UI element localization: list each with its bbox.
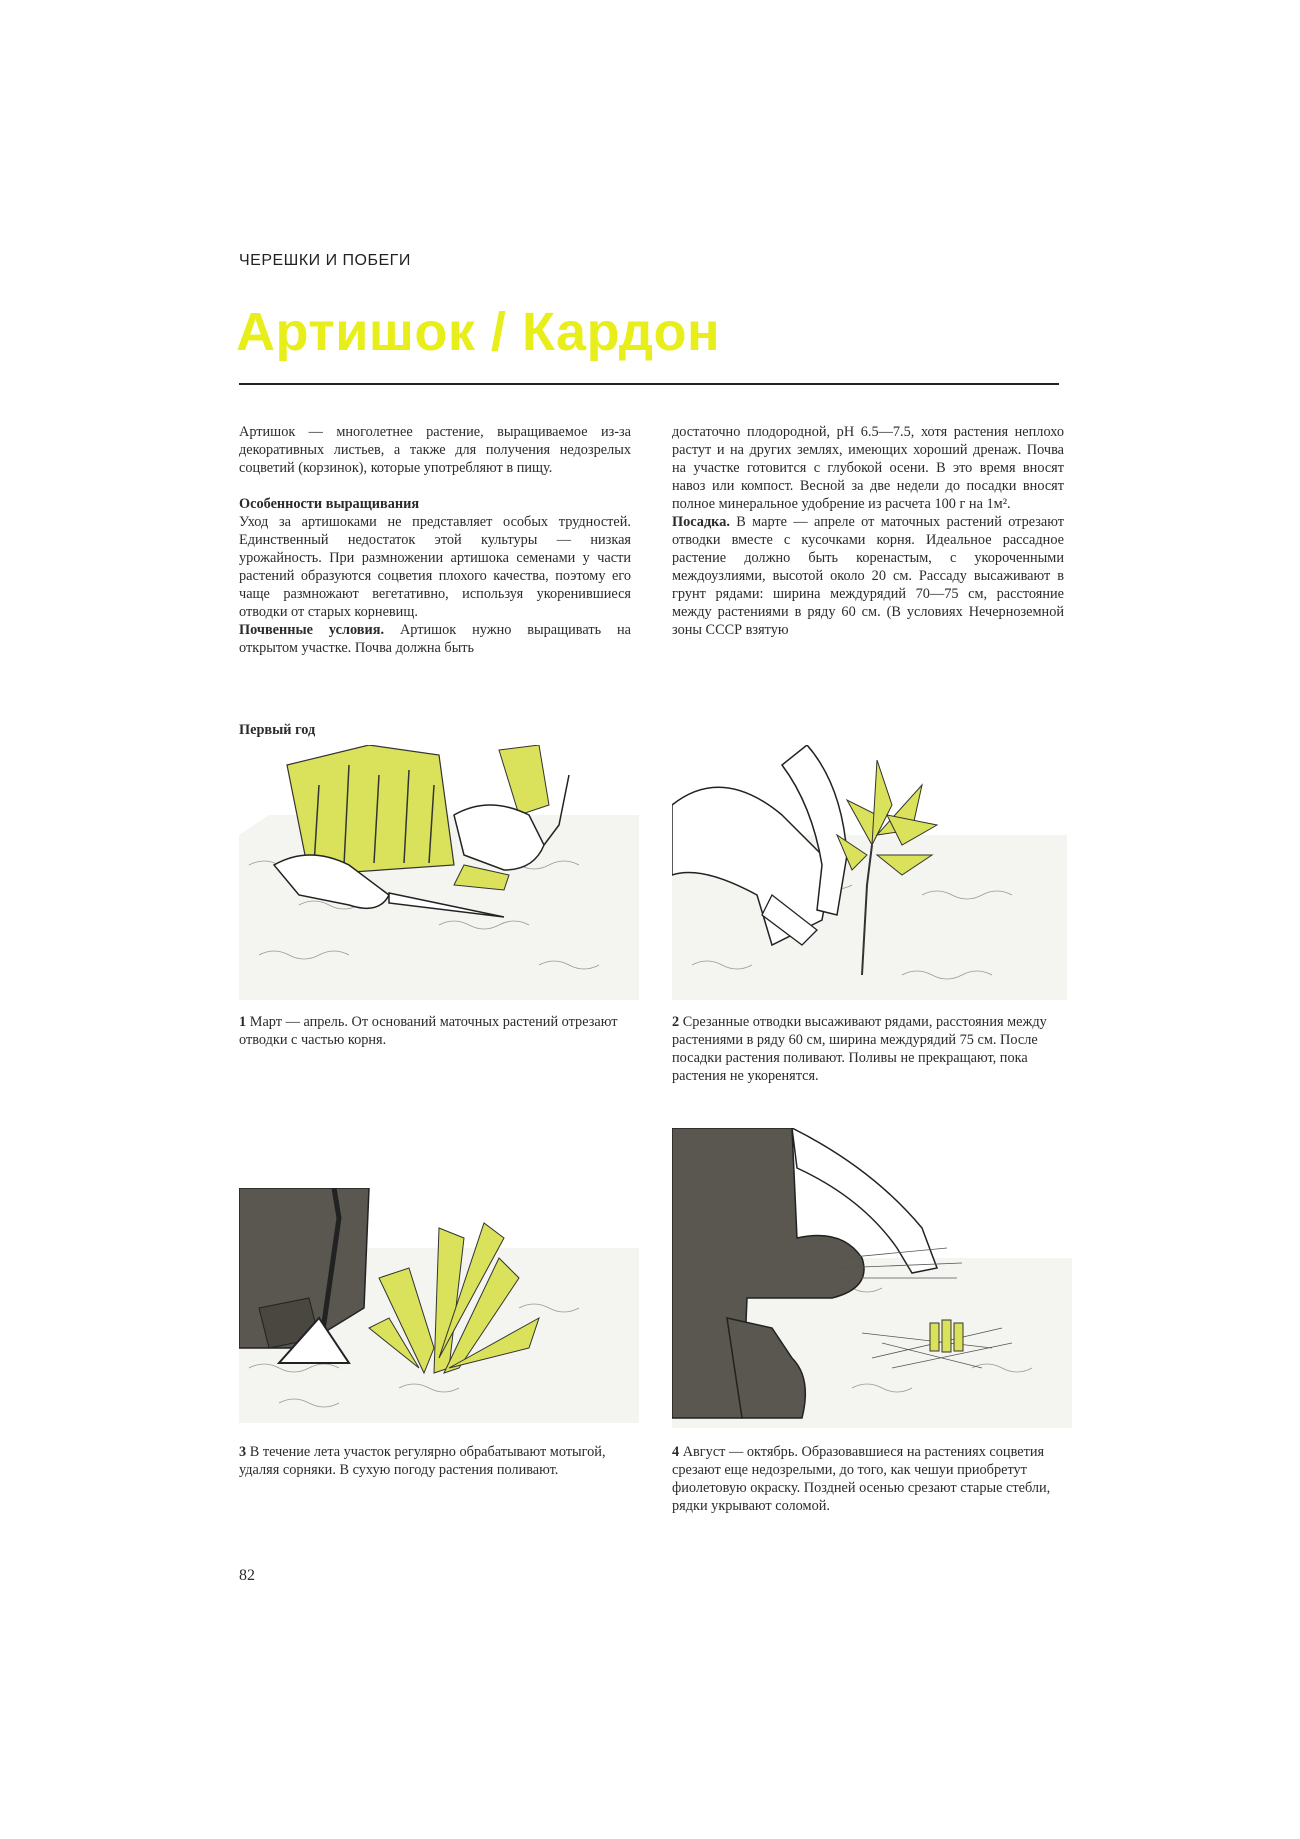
planting-label: Посадка. (672, 514, 730, 530)
figure-1-illustration (239, 745, 639, 1000)
figure-3-illustration (239, 1188, 639, 1423)
page-number: 82 (239, 1567, 255, 1584)
paragraph-planting (672, 513, 1064, 639)
figure-2-text: Срезанные отводки высаживают рядами, расстояния между растениями в ряду 60 см, ширина междурядий 75 см. После посадки растения поливают. Поливы не прекращают, пока растения не укоренятся. (672, 1014, 1047, 1084)
figure-1-caption (239, 1013, 631, 1049)
figure-2-illustration (672, 745, 1072, 1005)
figure-1-number: 1 (239, 1014, 247, 1030)
figure-4-number: 4 (672, 1444, 680, 1460)
paragraph-soil (239, 621, 631, 657)
figure-3-caption (239, 1443, 631, 1479)
first-year-heading: Первый год (239, 722, 316, 738)
figure-4-text: Август — октябрь. Образовавшиеся на растениях соцветия срезают еще недозрелыми, до того, как чешуи приобретут фиолетовую окраску. Поздней осенью срезают старые стебли, рядки укрывают соломой. (672, 1444, 1051, 1514)
figure-4-caption (672, 1443, 1064, 1515)
figure-3-number: 3 (239, 1444, 247, 1460)
soil-label: Почвенные условия. (239, 622, 385, 638)
figure-1-text: Март — апрель. От оснований маточных растений отрезают отводки с частью корня. (239, 1014, 618, 1048)
soil-text: Артишок нужно выращивать на открытом участке. Почва должна быть (239, 622, 631, 656)
right-column (672, 423, 1064, 639)
figure-2-caption (672, 1013, 1064, 1085)
planting-text: В марте — апреле от маточных растений отрезают отводки вместе с кусочками корня. Идеальное рассадное растение должно быть коренастым, с укороченными междоузлиями, высотой около 20 см. Рассаду высаживают в грунт рядами: ширина междурядий 70—75 см, расстояние между растениями в ряду 60 см. (В условиях Нечерноземной зоны СССР взятую (672, 514, 1064, 638)
left-column (239, 423, 631, 657)
paragraph-care: Уход за артишоками не представляет особых трудностей. Единственный недостаток этой культуры — низкая урожайность. При размножении артишока семенами у части растений образуются соцветия плохого качества, поэтому его чаще размножают вегетативно, используя укоренившиеся отводки от старых корневищ. (239, 514, 631, 620)
paragraph-soil-cont: достаточно плодородной, pH 6.5—7.5, хотя растения неплохо растут и на других землях, имеющих хороший дренаж. Почва на участке готовится с глубокой осени. В это время вносят навоз или компост. Весной за две недели до посадки вносят полное минеральное удобрение из расчета 100 г на 1м². (672, 424, 1064, 512)
figure-4-illustration (672, 1128, 1072, 1428)
subheading-growing: Особенности выращивания (239, 496, 420, 512)
figure-2-number: 2 (672, 1014, 680, 1030)
intro-paragraph: Артишок — многолетнее растение, выращиваемое из-за декоративных листьев, а также для получения недозрелых соцветий (корзинок), которые употребляют в пищу. (239, 424, 631, 476)
section-heading: ЧЕРЕШКИ И ПОБЕГИ (239, 252, 411, 269)
title-rule (239, 383, 1059, 385)
figure-3-text: В течение лета участок регулярно обрабатывают мотыгой, удаляя сорняки. В сухую погоду растения поливают. (239, 1444, 606, 1478)
page-title: Артишок / Кардон (236, 302, 721, 362)
